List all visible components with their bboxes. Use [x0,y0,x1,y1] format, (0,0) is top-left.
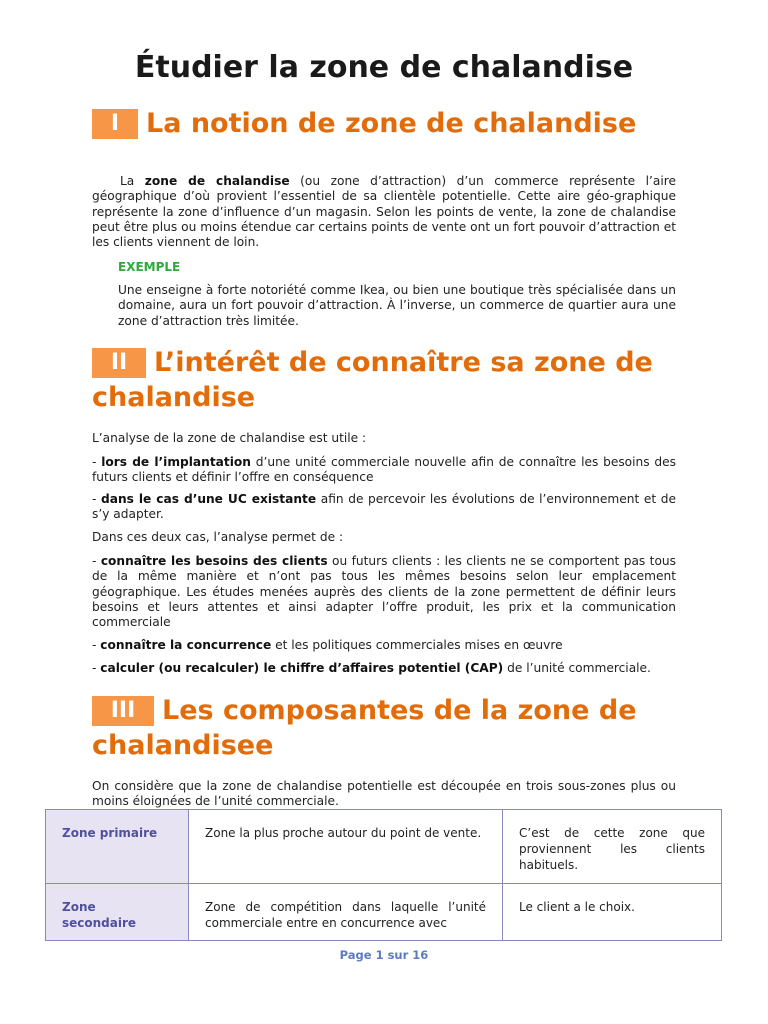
section-heading-3 [92,693,698,763]
section-number-badge: I [92,109,138,139]
table-row [46,810,722,884]
section-title: Les composantes de la zone de chalandisee [92,695,637,761]
list-item-text: ou futurs clients : les clients ne se comportent pas tous de la même manière et n’ont pas tous les mêmes besoins selon leur emplacement géographique. Les études menées auprès des clients de la zone permettent de définir leurs besoins et leurs attentes et ainsi adapter l’offre produit, les prix et la communication commerciale [92,554,676,630]
analysis-intro-2: Dans ces deux cas, l’analyse permet de : [92,530,344,544]
section-title: La notion de zone de chalandise [146,108,637,139]
table-row [46,884,722,941]
list-item-text: d’une unité commerciale nouvelle afin de connaître les besoins des futurs clients et définir l’offre en conséquence [92,455,676,485]
list-item-bold: connaître les besoins des clients [100,554,328,568]
zone-description-cell: Zone de compétition dans laquelle l’unité commerciale entre en concurrence avec [189,884,503,941]
list-item-text: afin de percevoir les évolutions de l’environnement et de s’y adapter. [92,492,676,522]
definition-paragraph [92,174,676,250]
example-label: EXEMPLE [118,260,181,274]
section-number-badge: III [92,696,154,726]
list-item: - lors de l’implantation d’une unité commerciale nouvelle afin de connaître les besoins des futurs clients et définir l’offre en conséquence [92,455,676,485]
list-item-bold: lors de l’implantation [101,455,251,469]
zone-clients-cell: C’est de cette zone que proviennent les clients habituels. [503,810,722,884]
zones-intro: On considère que la zone de chalandise potentielle est découpée en trois sous-zones plus ou moins éloignées de l’unité commerciale. [92,779,676,809]
zone-description-cell: Zone la plus proche autour du point de vente. [189,810,503,884]
list-item-text: de l’unité commerciale. [503,661,651,675]
section-heading-1 [92,106,698,141]
zone-clients-cell: Le client a le choix. [503,884,722,941]
list-item-bold: dans le cas d’une UC existante [101,492,317,506]
list-item-bold: connaître la concurrence [100,638,272,652]
list-item: - connaître les besoins des clients ou futurs clients : les clients ne se comportent pas tous de la même manière et n’ont pas tous les mêmes besoins selon leur emplacement géographique. Les études menées auprès des clients de la zone permettent de définir leurs besoins et leurs attentes et ainsi adapter l’offre produit, les prix et la communication commerciale [92,554,676,630]
list-item-text: et les politiques commerciales mises en œuvre [271,638,563,652]
zone-name-cell: Zone secondaire [46,884,189,941]
zones-table [45,809,722,941]
definition-text: (ou zone d’attraction) d’un commerce représente l’aire géographique d’où provient l’essentiel de sa clientèle potentielle. Cette aire géo-graphique représente la zone d’influence d’un magasin. Selon les points de vente, la zone de chalandise peut être plus ou moins étendue car certains points de vente ont un fort pouvoir d’attraction et les clients viennent de loin. [92,174,677,250]
section-heading-2 [92,345,698,415]
page-footer: Page 1 sur 16 [339,948,429,962]
example-text: Une enseigne à forte notoriété comme Ikea, ou bien une boutique très spécialisée dans un domaine, aura un fort pouvoir d’attraction. À l’inverse, un commerce de quartier aura une zone d’attraction très limitée. [118,283,676,328]
analysis-intro: L’analyse de la zone de chalandise est utile : [92,431,367,445]
page-title: Étudier la zone de chalandise [134,50,634,85]
list-item: - dans le cas d’une UC existante afin de percevoir les évolutions de l’environnement et de s’y adapter. [92,492,676,522]
list-item-bold: calculer (ou recalculer) le chiffre d’affaires potentiel (CAP) [100,661,504,675]
list-item: - connaître la concurrence et les politiques commerciales mises en œuvre [92,638,563,652]
intro-lead: La [120,174,135,188]
list-item: - calculer (ou recalculer) le chiffre d’affaires potentiel (CAP) de l’unité commerciale. [92,661,651,675]
section-title: L’intérêt de connaître sa zone de chalandise [92,347,653,413]
zone-name-cell: Zone primaire [46,810,189,884]
defined-term: zone de chalandise [144,174,290,188]
section-number-badge: II [92,348,146,378]
